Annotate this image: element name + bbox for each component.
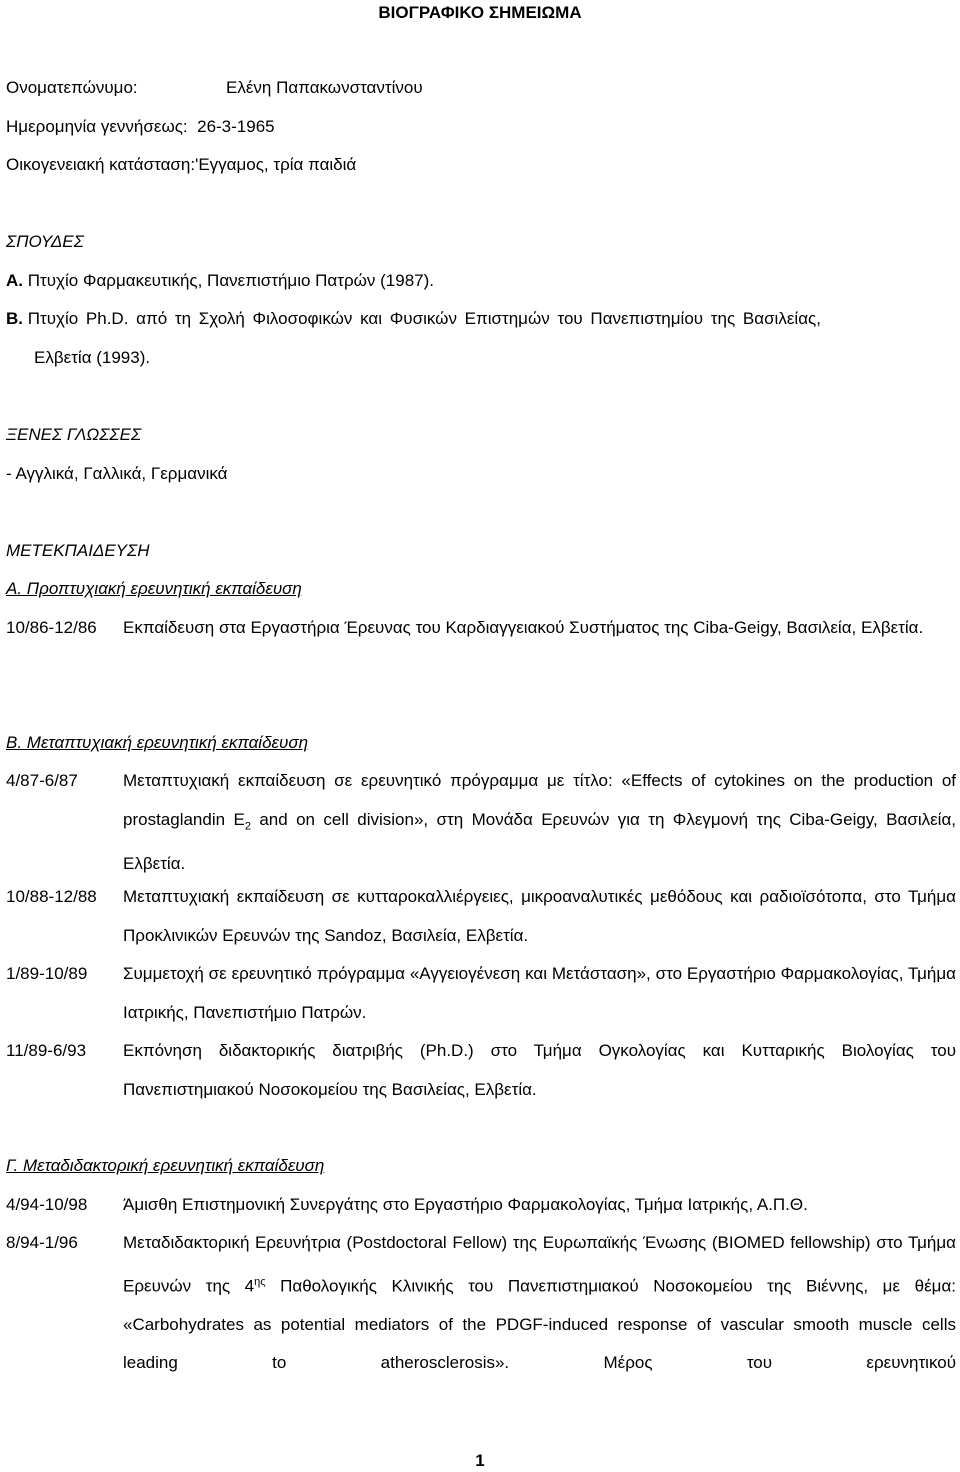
studies-item-a xyxy=(6,270,434,292)
studies-a-text: Πτυχίο Φαρμακευτικής, Πανεπιστήμιο Πατρών (1987). xyxy=(27,271,434,290)
family-value: 'Εγγαμος, τρία παιδιά xyxy=(195,155,357,174)
training-c-text-2-pre: Μεταδιδακτορική Ερευνήτρια (Postdoctoral Fellow) της Ευρωπαϊκής Ένωσης (BIOMED fellowship) στο Τμήμα Ερευνών της 4 xyxy=(123,1233,956,1296)
training-b-text-1-pre: Μεταπτυχιακή εκπαίδευση σε ερευνητικό πρόγραμμα με τίτλο: «Effects of cytokines on the production of prostaglandin E xyxy=(123,771,956,829)
name-row xyxy=(6,77,423,99)
training-a-date: 10/86-12/86 xyxy=(6,618,97,637)
family-row xyxy=(6,154,356,176)
name-label: Ονοματεπώνυμο: xyxy=(6,78,138,97)
training-b-text-1-post: and on cell division», στη Μονάδα Ερευνών για τη Φλεγμονή της Ciba-Geigy, Βασιλεία, Ελβετία. xyxy=(123,809,957,874)
training-a-heading: Α. Προπτυχιακή ερευνητική εκπαίδευση xyxy=(6,579,302,598)
languages-heading: ΞΕΝΕΣ ΓΛΩΣΣΕΣ xyxy=(6,425,142,444)
training-b-text-2: Μεταπτυχιακή εκπαίδευση σε κυτταροκαλλιέργειες, μικροαναλυτικές μεθόδους και ραδιοϊσότοπα, στο Τμήμα Προκλινικών Ερευνών της Sandoz, Βασιλεία, Ελβετία. xyxy=(123,887,956,945)
training-a-text: Εκπαίδευση στα Εργαστήρια Έρευνας του Καρδιαγγειακού Συστήματος της Ciba-Geigy, Βασιλεία, Ελβετία. xyxy=(123,618,924,637)
training-c-text-2-post: Παθολογικής Κλινικής του Πανεπιστημιακού Νοσοκομείου της Βιέννης, με θέμα: «Carbohydrates as potential mediators of the PDGF-induced response of vascular smooth muscle cells leading to atherosclerosis». Μέρος του ερευνητικού xyxy=(123,1276,957,1373)
training-c-heading: Γ. Μεταδιδακτορική ερευνητική εκπαίδευση xyxy=(6,1156,325,1175)
document-title: ΒΙΟΓΡΑΦΙΚΟ ΣΗΜΕΙΩΜΑ xyxy=(378,3,582,22)
training-b-text-1 xyxy=(123,762,956,884)
training-b-text-3: Συμμετοχή σε ερευνητικό πρόγραμμα «Αγγειογένεση και Μετάσταση», στο Εργαστήριο Φαρμακολογίας, Τμήμα Ιατρικής, Πανεπιστήμιο Πατρών. xyxy=(123,964,956,1022)
training-c-date-1: 4/94-10/98 xyxy=(6,1195,88,1214)
studies-item-b xyxy=(6,308,821,330)
studies-heading: ΣΠΟΥΔΕΣ xyxy=(6,232,84,251)
training-b-text-4: Εκπόνηση διδακτορικής διατριβής (Ph.D.) στο Τμήμα Ογκολογίας και Κυτταρικής Βιολογίας του Πανεπιστημιακού Νοσοκομείου της Βασιλείας, Ελβετία. xyxy=(123,1041,956,1099)
languages-text: - Αγγλικά, Γαλλικά, Γερμανικά xyxy=(6,464,228,483)
training-b-date-2: 10/88-12/88 xyxy=(6,887,97,906)
name-value: Ελένη Παπακωνσταντίνου xyxy=(226,78,423,97)
birth-row xyxy=(6,116,275,138)
training-b-date-4: 11/89-6/93 xyxy=(6,1041,87,1060)
training-c-text-1: Άμισθη Επιστημονική Συνεργάτης στο Εργαστήριο Φαρμακολογίας, Τμήμα Ιατρικής, Α.Π.Θ. xyxy=(123,1195,808,1214)
studies-b-text-line1: Πτυχίο Ph.D. από τη Σχολή Φιλοσοφικών και Φυσικών Επιστημών του Πανεπιστημίου της Βασιλείας, xyxy=(27,309,821,328)
studies-b-marker: Β. xyxy=(6,309,23,328)
birth-value: 26-3-1965 xyxy=(197,117,275,136)
birth-label: Ημερομηνία γεννήσεως: xyxy=(6,117,188,136)
training-b-heading: Β. Μεταπτυχιακή ερευνητική εκπαίδευση xyxy=(6,733,309,752)
family-label: Οικογενειακή κατάσταση: xyxy=(6,155,196,174)
training-b-date-3: 1/89-10/89 xyxy=(6,964,88,983)
studies-a-marker: Α. xyxy=(6,271,23,290)
training-c-date-2: 8/94-1/96 xyxy=(6,1233,78,1252)
page-number: 1 xyxy=(475,1451,485,1470)
superscript: ης xyxy=(254,1275,266,1288)
training-heading: ΜΕΤΕΚΠΑΙΔΕΥΣΗ xyxy=(6,541,150,560)
studies-b-text-line2: Ελβετία (1993). xyxy=(34,348,151,367)
training-c-text-2 xyxy=(123,1224,956,1383)
training-b-date-1: 4/87-6/87 xyxy=(6,771,78,790)
subscript: 2 xyxy=(244,819,251,832)
